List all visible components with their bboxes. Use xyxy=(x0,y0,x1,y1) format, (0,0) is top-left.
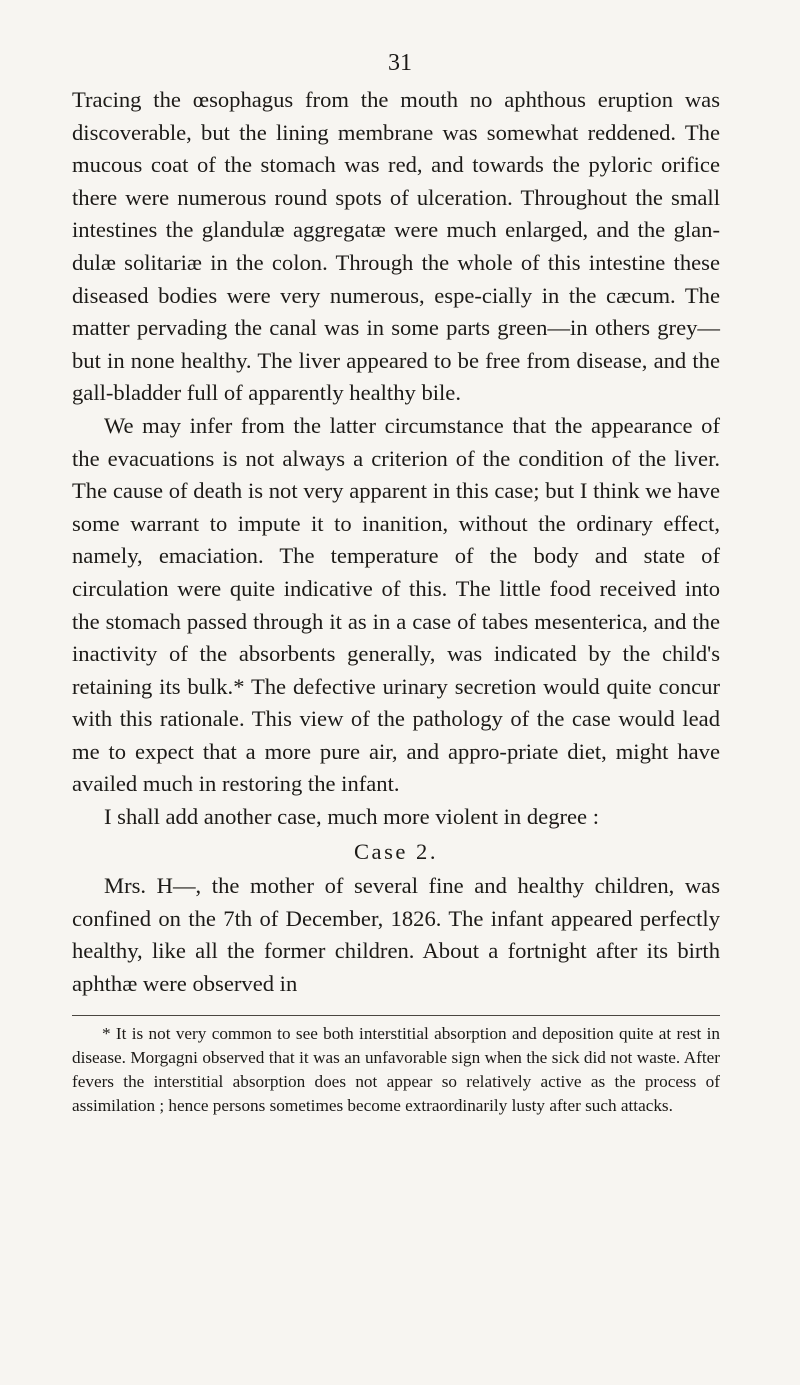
paragraph-postmortem: Tracing the œsophagus from the mouth no aphthous eruption was discoverable, but the lining membrane was somewhat reddened. The mucous coat of the stomach was red, and towards the pyloric orifice there were numerous round spots of ulceration. Throughout the small intestines the glandulæ aggregatæ were much enlarged, and the glan-dulæ solitariæ in the colon. Through the whole of this intestine these diseased bodies were very numerous, espe-cially in the cæcum. The matter pervading the canal was in some parts green—in others grey—but in none healthy. The liver appeared to be free from disease, and the gall-bladder full of apparently healthy bile. xyxy=(72,87,720,406)
paragraph-another-case: I shall add another case, much more violent in degree : xyxy=(104,804,599,830)
page-number: 31 xyxy=(388,50,412,76)
paragraph-case-2: Mrs. H—, the mother of several fine and healthy children, was confined on the 7th of December, 1826. The infant appeared perfectly healthy, like all the former children. About a fortnight after its birth aphthæ were observed in xyxy=(72,873,720,997)
page-content xyxy=(72,84,720,1118)
paragraph-inference: We may infer from the latter circumstance that the appearance of the evacuations is not always a criterion of the condition of the liver. The cause of death is not very apparent in this case; but I think we have some warrant to impute it to inanition, without the ordinary effect, namely, emaciation. The temperature of the body and state of circulation were quite indicative of this. The little food received into the stomach passed through it as in a case of tabes mesenterica, and the inactivity of the absorbents generally, was indicated by the child's retaining its bulk.* The defective urinary secretion would quite concur with this rationale. This view of the pathology of the case would lead me to expect that a more pure air, and appro-priate diet, might have availed much in restoring the infant. xyxy=(72,412,720,797)
footnote xyxy=(72,1022,720,1118)
case-heading: Case 2. xyxy=(353,838,438,864)
footnote-divider xyxy=(72,1015,720,1016)
footnote-text: * It is not very common to see both interstitial absorption and deposition quite at rest in disease. Morgagni observed that it was an unfavorable sign when the sick did not waste. After fevers the interstitial absorption does not appear so relatively active as the process of assimilation ; hence persons sometimes become extraordinarily lusty after such attacks. xyxy=(72,1023,720,1115)
body-text xyxy=(72,84,720,1001)
